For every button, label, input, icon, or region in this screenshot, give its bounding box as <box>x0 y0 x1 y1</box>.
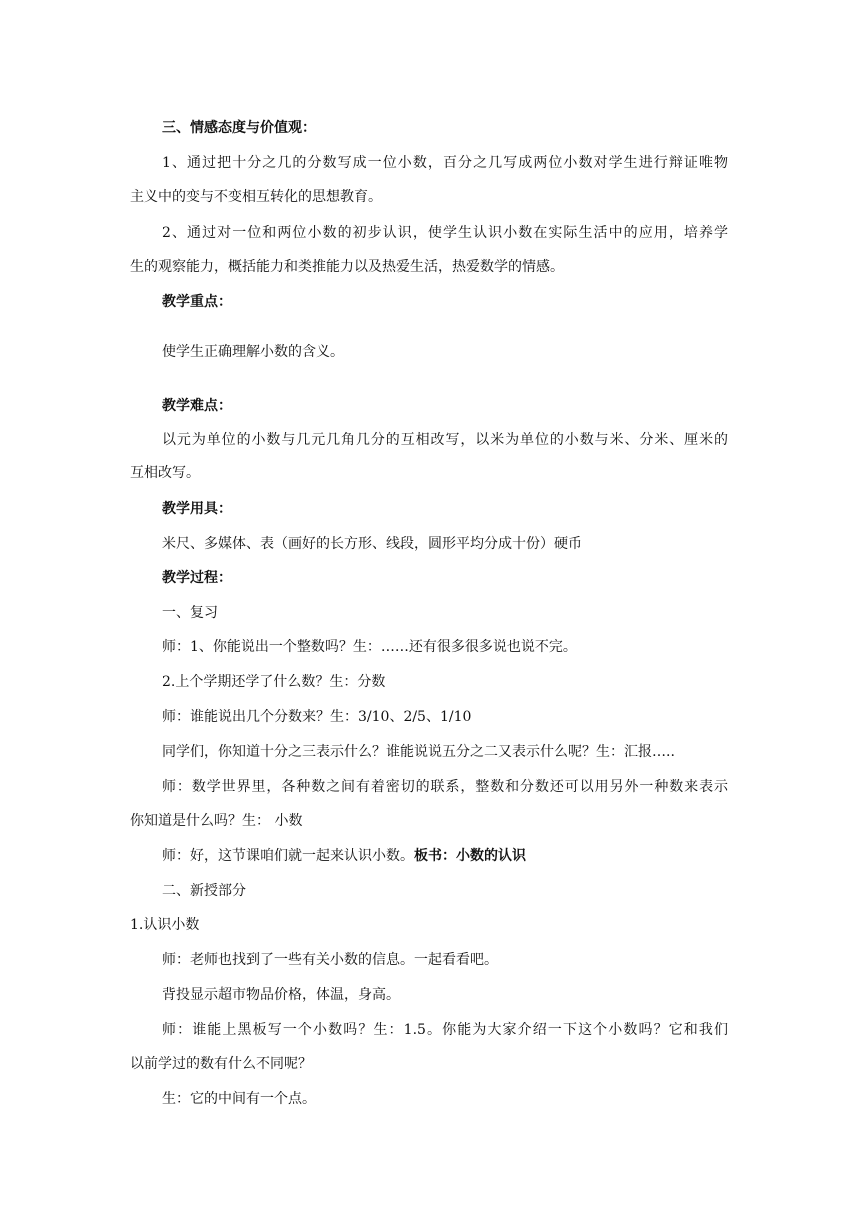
review-line-5a: 师：数学世界里，各种数之间有着密切的联系，整数和分数还可以用另外一种数来表示 <box>162 779 728 795</box>
review-line-6-text: 师：好，这节课咱们就一起来认识小数。 <box>162 848 414 864</box>
section-heading-attitudes: 三、情感态度与价值观： <box>162 120 316 136</box>
review-line-4: 同学们，你知道十分之三表示什么？谁能说说五分之二又表示什么呢？生：汇报….. <box>162 744 675 760</box>
process-heading: 教学过程： <box>162 570 232 586</box>
review-line-1: 师：1、你能说出一个整数吗？生：……还有很多很多说也说不完。 <box>162 639 577 655</box>
paragraph-2-line-2: 生的观察能力，概括能力和类推能力以及热爱生活，热爱数学的情感。 <box>130 259 564 275</box>
difficulty-heading: 教学难点： <box>162 398 232 414</box>
new-lesson-line-4b: 以前学过的数有什么不同呢？ <box>130 1056 312 1072</box>
review-line-3: 师：谁能说出几个分数来？生：3/10、2/5、1/10 <box>162 709 472 725</box>
paragraph-1-line-2: 主义中的变与不变相互转化的思想教育。 <box>130 189 382 205</box>
paragraph-2-line-1: 2、通过对一位和两位小数的初步认识，使学生认识小数在实际生活中的应用，培养学 <box>162 225 728 241</box>
board-writing: 板书：小数的认识 <box>414 848 526 864</box>
understand-decimals-heading: 1.认识小数 <box>130 917 200 933</box>
new-lesson-line-3: 背投显示超市物品价格，体温，身高。 <box>162 987 400 1003</box>
new-lesson-line-5: 生：它的中间有一个点。 <box>162 1091 316 1107</box>
review-line-5b: 你知道是什么吗？生： 小数 <box>130 813 303 829</box>
new-lesson-heading: 二、新授部分 <box>162 883 246 899</box>
paragraph-1-line-1: 1、通过把十分之几的分数写成一位小数，百分之几写成两位小数对学生进行辩证唯物 <box>162 155 728 171</box>
review-heading: 一、复习 <box>162 605 218 621</box>
tools-heading: 教学用具： <box>162 501 232 517</box>
tools-text: 米尺、多媒体、表（画好的长方形、线段，圆形平均分成十份）硬币 <box>162 536 582 552</box>
review-line-2: 2.上个学期还学了什么数？生：分数 <box>162 674 386 690</box>
difficulty-line-1: 以元为单位的小数与几元几角几分的互相改写，以米为单位的小数与米、分米、厘米的 <box>162 432 728 448</box>
key-points-text: 使学生正确理解小数的含义。 <box>162 344 344 360</box>
key-points-heading: 教学重点： <box>162 294 232 310</box>
review-line-6 <box>162 846 526 866</box>
new-lesson-line-4a: 师：谁能上黑板写一个小数吗？生：1.5。你能为大家介绍一下这个小数吗？它和我们 <box>162 1022 728 1038</box>
new-lesson-line-2: 师：老师也找到了一些有关小数的信息。一起看看吧。 <box>162 952 498 968</box>
difficulty-line-2: 互相改写。 <box>130 465 200 481</box>
